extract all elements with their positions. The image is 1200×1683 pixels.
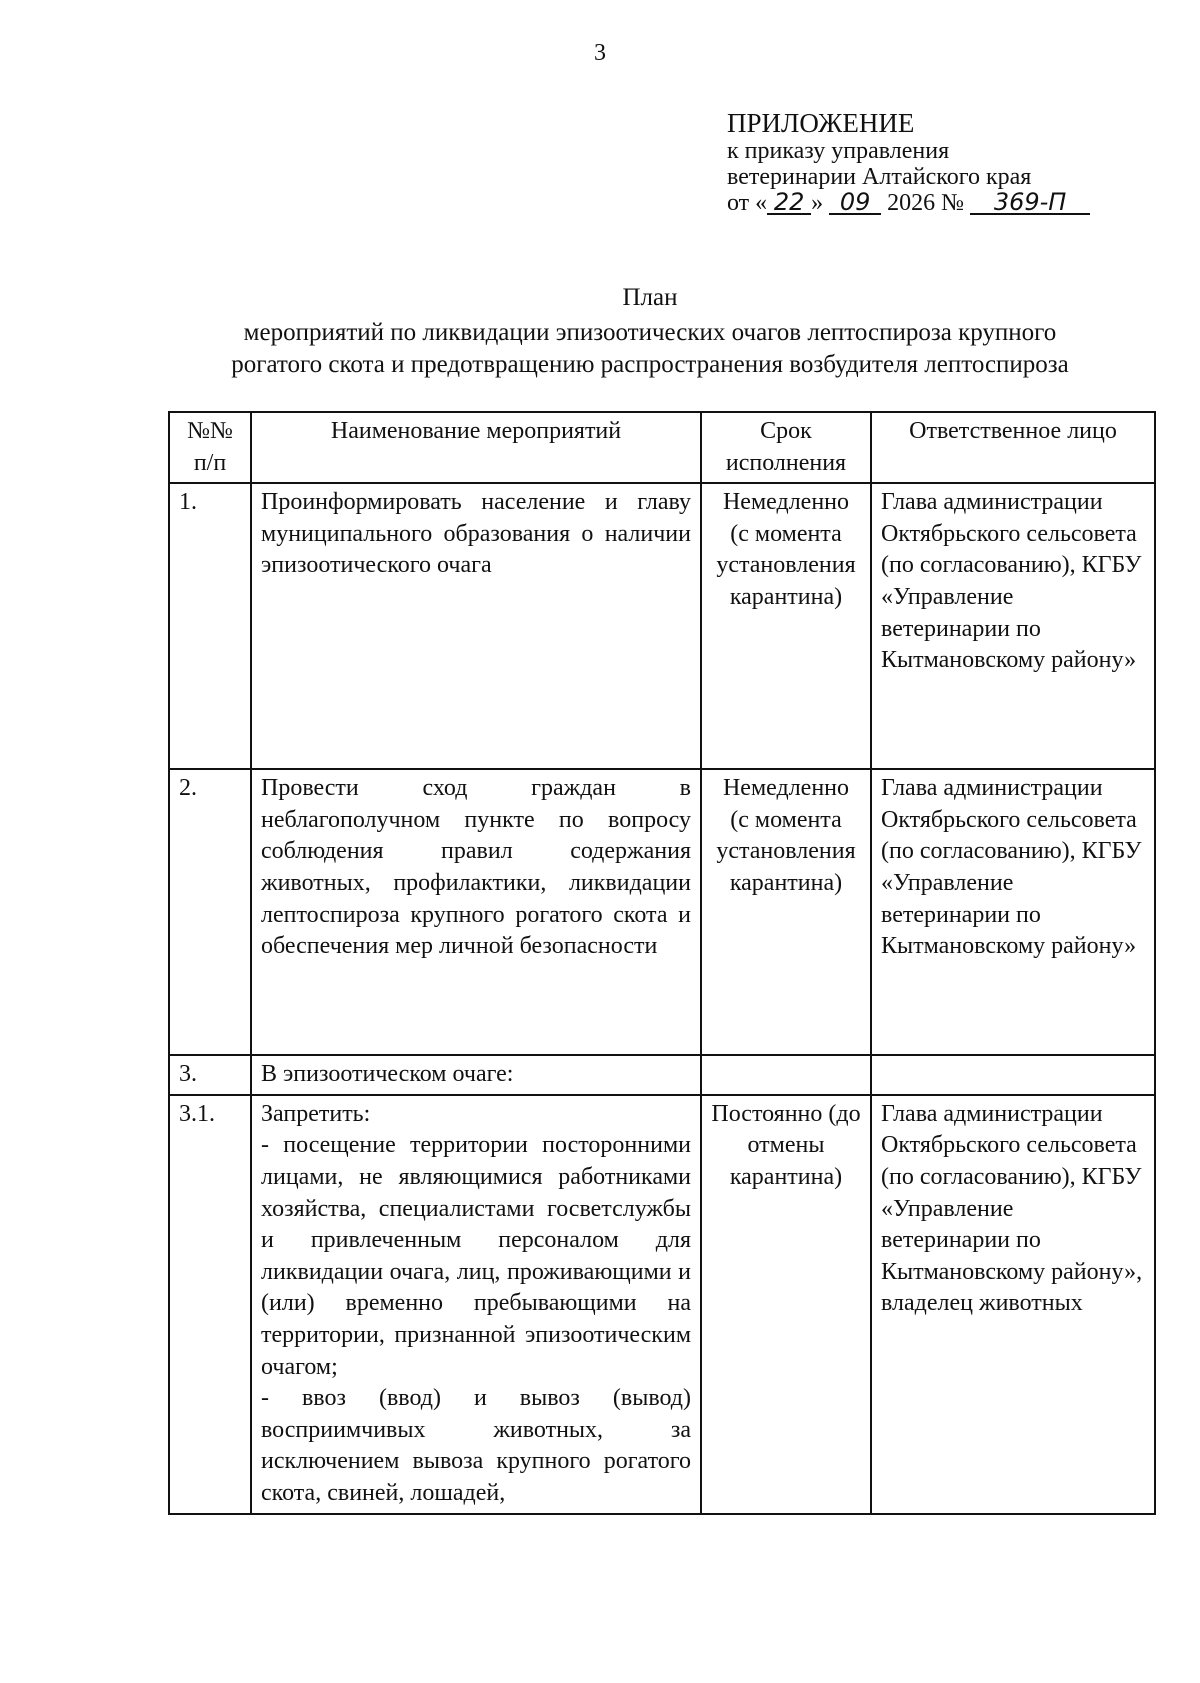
measure-item: - ввоз (ввод) и вывоз (вывод) восприимчивых животных, за исключением вывоза крупного рогатого скота, свиней, лошадей, xyxy=(261,1385,691,1506)
responsible-person: Глава администрации Октябрьского сельсовета (по согласованию), КГБУ «Управление ветеринарии по Кытмановскому району» xyxy=(871,769,1155,1055)
order-number: 369-П xyxy=(970,191,1090,215)
row-number: 3.1. xyxy=(169,1095,251,1514)
table-header-row xyxy=(169,412,1155,483)
appendix-line-1: к приказу управления xyxy=(727,138,950,164)
responsible-person xyxy=(871,1055,1155,1095)
page-number: 3 xyxy=(594,40,606,66)
header-resp: Ответственное лицо xyxy=(871,412,1155,483)
header-num: №№ п/п xyxy=(169,412,251,483)
order-quote: » xyxy=(811,190,824,216)
plan-title: План xyxy=(622,284,678,311)
order-prefix: от « xyxy=(727,190,768,216)
responsible-person: Глава администрации Октябрьского сельсовета (по согласованию), КГБУ «Управление ветеринарии по Кытмановскому району», владелец животных xyxy=(871,1095,1155,1514)
measure-term: Немедленно (с момента установления карантина) xyxy=(701,769,871,1055)
plan-subtitle xyxy=(140,317,1160,381)
order-year: 2026 № xyxy=(887,190,965,216)
order-date-line xyxy=(727,190,1090,216)
row-number: 2. xyxy=(169,769,251,1055)
measure-item: - посещение территории посторонними лицами, не являющимися работниками хозяйства, специалистами госветслужбы и привлеченным персоналом для ликвидации очага, лиц, проживающими и (или) временно пребывающими на территории, признанной эпизоотическим очагом; xyxy=(261,1132,691,1380)
plan-subtitle-line-1: мероприятий по ликвидации эпизоотических очагов лептоспироза крупного xyxy=(243,319,1057,346)
measure-term: Немедленно (с момента установления карантина) xyxy=(701,483,871,769)
row-number: 1. xyxy=(169,483,251,769)
order-month: 09 xyxy=(829,191,881,215)
appendix-title: ПРИЛОЖЕНИЕ xyxy=(727,108,915,138)
row-number: 3. xyxy=(169,1055,251,1095)
table-row xyxy=(169,1055,1155,1095)
appendix-line-2: ветеринарии Алтайского края xyxy=(727,164,1032,190)
measures-table xyxy=(168,411,1156,1515)
table-row xyxy=(169,483,1155,769)
measure-term xyxy=(701,1055,871,1095)
responsible-person: Глава администрации Октябрьского сельсовета (по согласованию), КГБУ «Управление ветеринарии по Кытмановскому району» xyxy=(871,483,1155,769)
plan-subtitle-line-2: рогатого скота и предотвращению распространения возбудителя лептоспироза xyxy=(231,351,1069,378)
measure-name: Провести сход граждан в неблагополучном пункте по вопросу соблюдения правил содержания животных, профилактики, ликвидации лептоспироза крупного рогатого скота и обеспечения мер личной безопасности xyxy=(251,769,701,1055)
appendix-header xyxy=(727,108,1090,216)
table-row xyxy=(169,1095,1155,1514)
order-day: 22 xyxy=(767,191,811,215)
header-name: Наименование мероприятий xyxy=(251,412,701,483)
measure-name xyxy=(251,1095,701,1514)
measure-name: В эпизоотическом очаге: xyxy=(251,1055,701,1095)
table-row xyxy=(169,769,1155,1055)
header-term: Срок исполнения xyxy=(701,412,871,483)
measure-intro: Запретить: xyxy=(261,1100,371,1127)
measure-name: Проинформировать население и главу муниципального образования о наличии эпизоотического очага xyxy=(251,483,701,769)
measure-term: Постоянно (до отмены карантина) xyxy=(701,1095,871,1514)
